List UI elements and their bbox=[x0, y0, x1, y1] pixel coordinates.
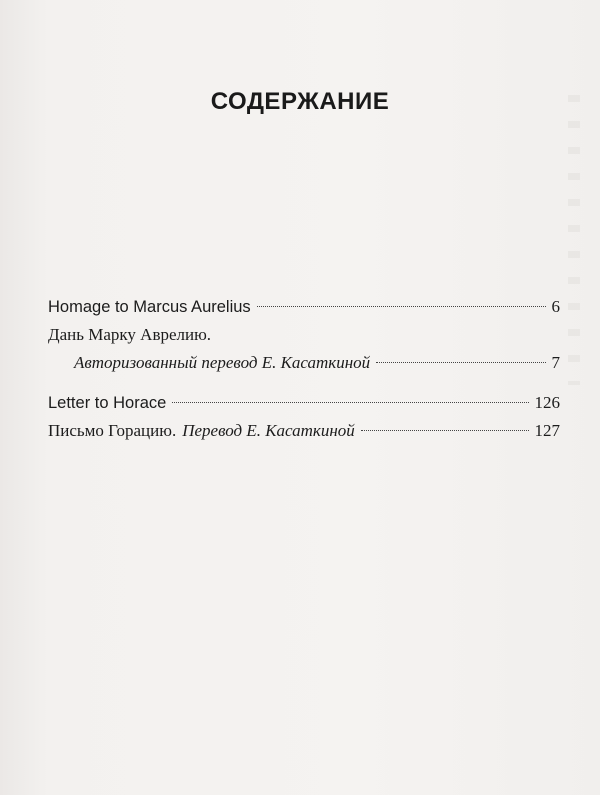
toc-entry-dan-marku-translation bbox=[48, 349, 560, 377]
dot-leader bbox=[376, 362, 545, 363]
dot-leader bbox=[172, 402, 528, 403]
toc-entry-subtitle: Перевод Е. Касаткиной bbox=[182, 421, 355, 440]
toc-entry-page: 126 bbox=[534, 393, 560, 412]
dot-leader bbox=[257, 306, 546, 307]
dot-leader bbox=[361, 430, 529, 431]
toc-entry-page: 127 bbox=[534, 421, 560, 440]
toc-entry-page: 7 bbox=[551, 353, 560, 372]
toc-entry-title: Homage to Marcus Aurelius bbox=[48, 298, 251, 316]
show-through-texture bbox=[568, 95, 580, 385]
toc-entry-homage bbox=[48, 293, 560, 321]
page-title: СОДЕРЖАНИЕ bbox=[210, 88, 390, 115]
section-gap bbox=[48, 377, 560, 389]
toc-entry-pismo-goratsiyu bbox=[48, 417, 560, 445]
toc-entry-letter-to-horace bbox=[48, 389, 560, 417]
table-of-contents bbox=[48, 293, 560, 445]
toc-entry-title: Дань Марку Аврелию. bbox=[48, 325, 212, 344]
toc-entry-title: Письмо Горацию. bbox=[48, 421, 177, 440]
toc-entry-subtitle: Авторизованный перевод Е. Касаткиной bbox=[74, 353, 371, 372]
toc-entry-page: 6 bbox=[551, 297, 560, 316]
toc-entry-title: Letter to Horace bbox=[48, 394, 167, 412]
toc-entry-dan-marku bbox=[48, 321, 560, 349]
